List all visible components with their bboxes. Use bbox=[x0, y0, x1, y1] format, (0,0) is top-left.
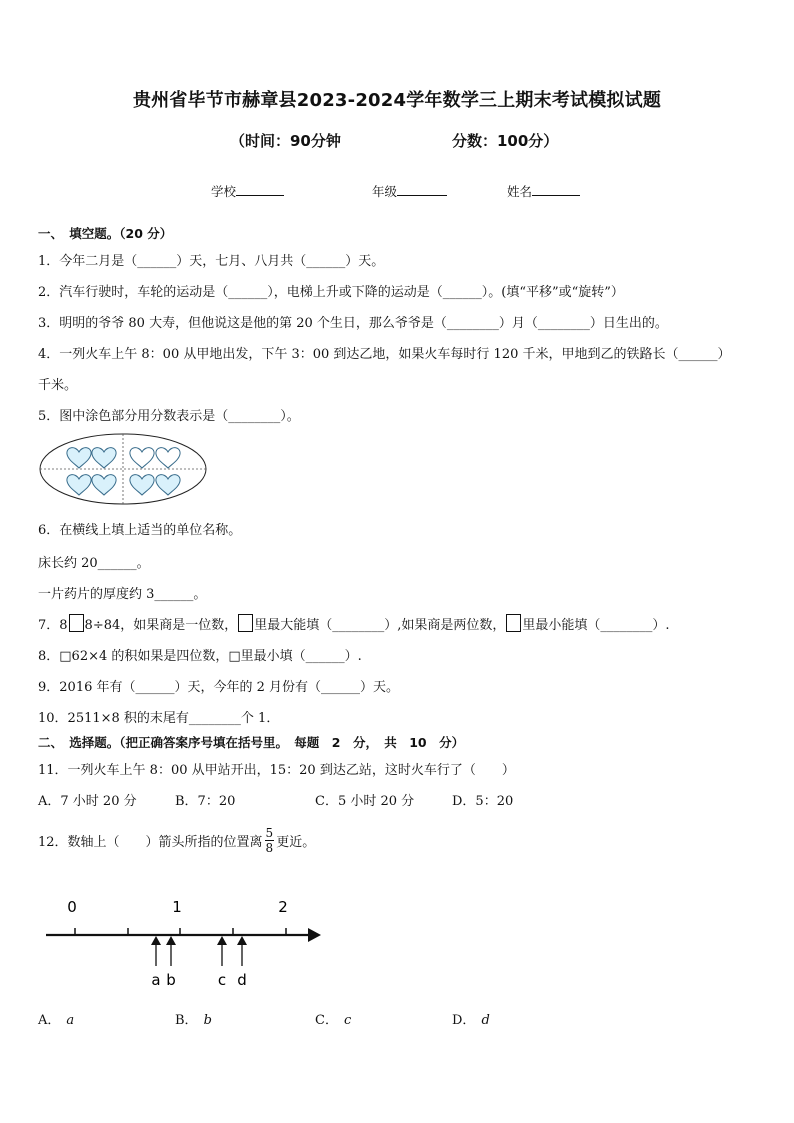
question-4-line2: 千米。 bbox=[38, 378, 78, 393]
fraction bbox=[265, 826, 275, 855]
option-11-a[interactable]: A．7 小时 20 分 bbox=[38, 794, 137, 809]
number-line-figure bbox=[38, 890, 328, 990]
section-fill-blank-heading: 一、 填空题。（20 分） bbox=[38, 226, 173, 241]
option-12-c-var: c bbox=[343, 1013, 352, 1028]
exam-time: （时间：90分钟 bbox=[230, 132, 341, 150]
question-1: 1．今年二月是（______）天，七月、八月共（______）天。 bbox=[38, 254, 385, 269]
grade-label: 年级 bbox=[372, 184, 398, 199]
question-12-stem-end: 更近。 bbox=[276, 835, 316, 850]
arrow-b-icon bbox=[166, 936, 176, 966]
question-7-part4: 里最小能填（________）. bbox=[522, 618, 670, 633]
question-4-line1: 4．一列火车上午 8：00 从甲地出发，下午 3：00 到达乙地，如果火车每时行 120 千米，甲地到乙的铁路长（______） bbox=[38, 347, 731, 362]
option-12-d-label: D． bbox=[452, 1013, 476, 1028]
arrow-a-icon bbox=[151, 936, 161, 966]
option-12-b-var: b bbox=[203, 1013, 212, 1028]
digit-box[interactable] bbox=[69, 614, 84, 632]
question-3: 3．明明的爷爷 80 大寿，但他说这是他的第 20 个生日，那么爷爷是（________）月（________）日生出的。 bbox=[38, 316, 668, 331]
hearts-ellipse-figure bbox=[38, 432, 210, 506]
school-label: 学校 bbox=[211, 184, 237, 199]
option-12-a-label: A． bbox=[38, 1013, 61, 1028]
option-11-c[interactable]: C．5 小时 20 分 bbox=[315, 794, 415, 809]
exam-score: 分数：100分） bbox=[452, 132, 559, 150]
question-7-part2: 8÷84，如果商是一位数， bbox=[84, 618, 238, 633]
question-8: 8．□62×4 的积如果是四位数，□里最小填（______）. bbox=[38, 649, 362, 664]
option-12-c-label: C． bbox=[315, 1013, 338, 1028]
grade-field[interactable] bbox=[372, 182, 447, 200]
school-field[interactable] bbox=[211, 182, 284, 200]
question-11: 11．一列火车上午 8：00 从甲站开出，15：20 到达乙站，这时火车行了（ ） bbox=[38, 763, 515, 778]
option-12-d[interactable] bbox=[452, 1009, 490, 1028]
name-field[interactable] bbox=[507, 182, 580, 200]
question-6-pill: 一片药片的厚度约 3______。 bbox=[38, 587, 207, 602]
digit-box[interactable] bbox=[506, 614, 521, 632]
question-5: 5．图中涂色部分用分数表示是（________）。 bbox=[38, 409, 300, 424]
section-choice-heading: 二、 选择题。（把正确答案序号填在括号里。 每题 2 分， 共 10 分） bbox=[38, 735, 465, 750]
axis-label-0: 0 bbox=[67, 898, 77, 916]
name-label: 姓名 bbox=[507, 184, 533, 199]
arrow-label-c: c bbox=[217, 971, 227, 989]
question-7-part1: 7．8 bbox=[38, 618, 68, 633]
question-9: 9．2016 年有（______）天，今年的 2 月份有（______）天。 bbox=[38, 680, 400, 695]
question-12-stem: 12．数轴上（ ）箭头所指的位置离 bbox=[38, 835, 263, 850]
option-12-b[interactable] bbox=[175, 1009, 212, 1028]
fraction-numerator: 5 bbox=[265, 826, 274, 840]
arrow-label-d: d bbox=[237, 971, 247, 989]
question-7-part3: 里最大能填（________）,如果商是两位数， bbox=[254, 618, 506, 633]
option-12-d-var: d bbox=[481, 1013, 490, 1028]
option-11-d[interactable]: D．5：20 bbox=[452, 794, 514, 809]
arrow-label-b: b bbox=[166, 971, 176, 989]
question-7 bbox=[38, 614, 670, 633]
page-title: 贵州省毕节市赫章县2023-2024学年数学三上期末考试模拟试题 bbox=[132, 90, 662, 111]
arrow-label-a: a bbox=[151, 971, 161, 989]
axis-label-2: 2 bbox=[278, 898, 288, 916]
option-12-c[interactable] bbox=[315, 1009, 351, 1028]
option-12-b-label: B． bbox=[175, 1013, 198, 1028]
question-6: 6．在横线上填上适当的单位名称。 bbox=[38, 523, 242, 538]
axis-arrowhead-icon bbox=[308, 928, 321, 942]
axis-label-1: 1 bbox=[172, 898, 182, 916]
arrow-c-icon bbox=[217, 936, 227, 966]
question-6-bed: 床长约 20______。 bbox=[38, 556, 150, 571]
digit-box[interactable] bbox=[238, 614, 253, 632]
question-12 bbox=[38, 826, 315, 862]
option-11-b[interactable]: B．7：20 bbox=[175, 794, 236, 809]
fraction-denominator: 8 bbox=[265, 841, 274, 855]
arrow-d-icon bbox=[237, 936, 247, 966]
option-12-a[interactable] bbox=[38, 1009, 74, 1028]
question-10: 10．2511×8 积的末尾有________个 1． bbox=[38, 711, 280, 726]
question-2: 2．汽车行驶时，车轮的运动是（______），电梯上升或下降的运动是（______）。(填“平移”或“旋转”） bbox=[38, 285, 624, 300]
option-12-a-var: a bbox=[66, 1013, 75, 1028]
